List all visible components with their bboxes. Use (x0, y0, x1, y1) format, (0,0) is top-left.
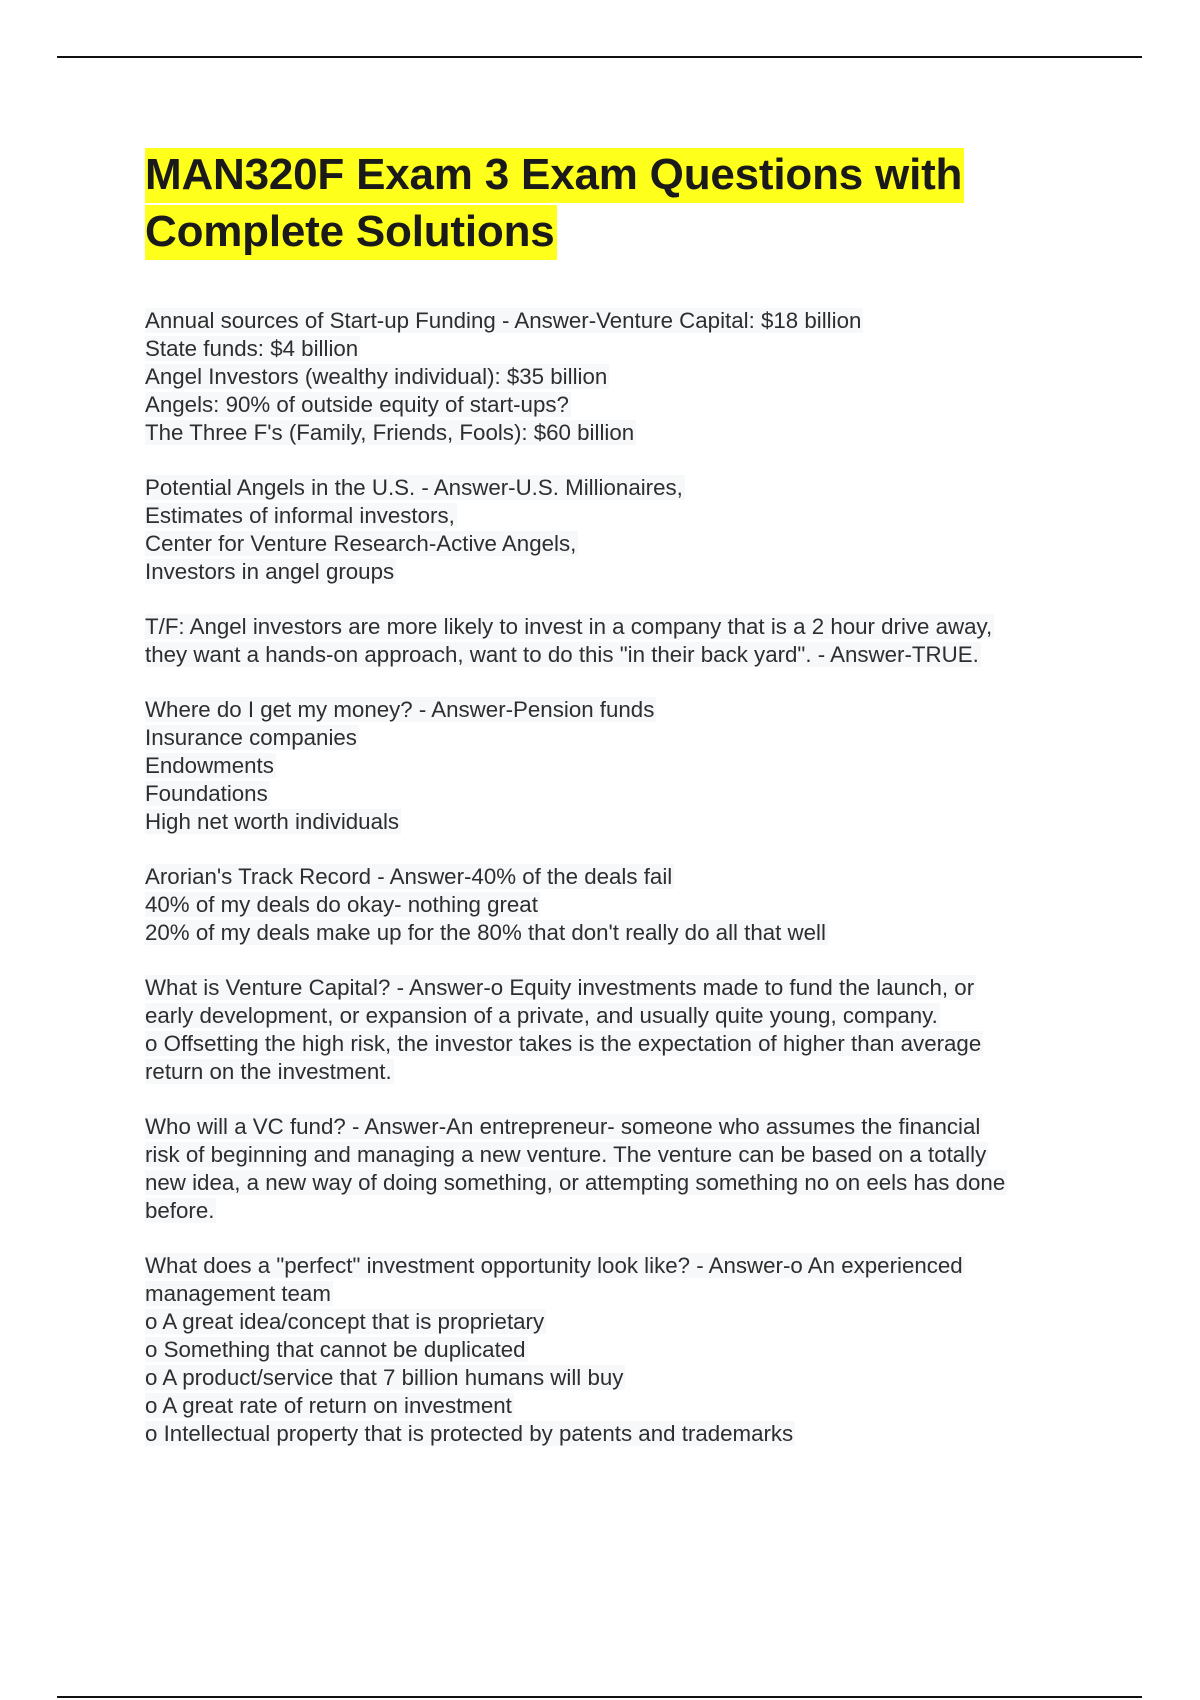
qa-line-text: risk of beginning and managing a new venture. The venture can be based on a totally (145, 1142, 987, 1167)
qa-line-text: o Something that cannot be duplicated (145, 1337, 526, 1362)
document-title (145, 146, 1085, 260)
qa-line (145, 307, 1085, 335)
qa-line-text: Estimates of informal investors, (145, 503, 455, 528)
qa-line (145, 724, 1085, 752)
qa-block (145, 613, 1085, 669)
qa-line (145, 1030, 1085, 1058)
qa-list (145, 307, 1085, 1448)
qa-line-text: o Intellectual property that is protected by patents and trademarks (145, 1421, 794, 1446)
qa-line-text: The Three F's (Family, Friends, Fools): $60 billion (145, 420, 635, 445)
bottom-rule (57, 1696, 1142, 1698)
qa-line (145, 696, 1085, 724)
qa-line (145, 1197, 1085, 1225)
qa-line-text: State funds: $4 billion (145, 336, 359, 361)
qa-line-text: Angel Investors (wealthy individual): $35 billion (145, 364, 608, 389)
qa-line-text: Endowments (145, 753, 274, 778)
document-body (145, 146, 1085, 1475)
qa-line (145, 1364, 1085, 1392)
qa-line (145, 613, 1085, 641)
qa-block (145, 696, 1085, 836)
qa-block (145, 1113, 1085, 1225)
qa-line (145, 752, 1085, 780)
qa-line-text: they want a hands-on approach, want to do this "in their back yard". - Answer-TRUE. (145, 642, 979, 667)
qa-line-text: Center for Venture Research-Active Angels, (145, 531, 577, 556)
qa-line (145, 1392, 1085, 1420)
qa-line (145, 1113, 1085, 1141)
qa-line (145, 863, 1085, 891)
qa-line-text: Where do I get my money? - Answer-Pension funds (145, 697, 655, 722)
qa-line-text: o A great rate of return on investment (145, 1393, 512, 1418)
qa-line-text: Arorian's Track Record - Answer-40% of the deals fail (145, 864, 673, 889)
qa-line (145, 1336, 1085, 1364)
qa-line-text: before. (145, 1198, 215, 1223)
qa-line-text: T/F: Angel investors are more likely to invest in a company that is a 2 hour drive away, (145, 614, 993, 639)
qa-line (145, 641, 1085, 669)
qa-line-text: Foundations (145, 781, 268, 806)
qa-line-text: What is Venture Capital? - Answer-o Equity investments made to fund the launch, or (145, 975, 975, 1000)
qa-line (145, 391, 1085, 419)
qa-line-text: Angels: 90% of outside equity of start-ups? (145, 392, 569, 417)
qa-line-text: 20% of my deals make up for the 80% that don't really do all that well (145, 920, 826, 945)
qa-block (145, 974, 1085, 1086)
qa-line (145, 1280, 1085, 1308)
qa-line (145, 1420, 1085, 1448)
qa-line-text: o A great idea/concept that is proprietary (145, 1309, 545, 1334)
qa-line-text: Investors in angel groups (145, 559, 395, 584)
qa-line-text: new idea, a new way of doing something, or attempting something no on eels has done (145, 1170, 1006, 1195)
qa-line-text: Potential Angels in the U.S. - Answer-U.S. Millionaires, (145, 475, 683, 500)
qa-line (145, 891, 1085, 919)
qa-line (145, 558, 1085, 586)
qa-line-text: return on the investment. (145, 1059, 392, 1084)
title-line-1: MAN320F Exam 3 Exam Questions with (145, 150, 963, 199)
qa-line (145, 474, 1085, 502)
qa-line (145, 419, 1085, 447)
qa-line (145, 974, 1085, 1002)
qa-line (145, 363, 1085, 391)
qa-line (145, 808, 1085, 836)
qa-line (145, 1252, 1085, 1280)
qa-line-text: Annual sources of Start-up Funding - Answer-Venture Capital: $18 billion (145, 308, 862, 333)
qa-block (145, 1252, 1085, 1448)
qa-block (145, 307, 1085, 447)
qa-line (145, 1002, 1085, 1030)
title-line-2: Complete Solutions (145, 207, 555, 256)
qa-line-text: management team (145, 1281, 331, 1306)
qa-line-text: o A product/service that 7 billion humans will buy (145, 1365, 624, 1390)
qa-line (145, 530, 1085, 558)
qa-block (145, 863, 1085, 947)
qa-line (145, 1169, 1085, 1197)
qa-line (145, 1308, 1085, 1336)
qa-line-text: early development, or expansion of a private, and usually quite young, company. (145, 1003, 938, 1028)
qa-line-text: o Offsetting the high risk, the investor takes is the expectation of higher than average (145, 1031, 982, 1056)
top-rule (57, 56, 1142, 58)
qa-line (145, 780, 1085, 808)
qa-block (145, 474, 1085, 586)
title-highlight (145, 148, 964, 260)
qa-line (145, 502, 1085, 530)
qa-line-text: Insurance companies (145, 725, 357, 750)
qa-line-text: What does a "perfect" investment opportunity look like? - Answer-o An experienced (145, 1253, 963, 1278)
qa-line-text: High net worth individuals (145, 809, 400, 834)
qa-line (145, 919, 1085, 947)
qa-line (145, 335, 1085, 363)
qa-line (145, 1141, 1085, 1169)
qa-line-text: 40% of my deals do okay- nothing great (145, 892, 538, 917)
qa-line (145, 1058, 1085, 1086)
qa-line-text: Who will a VC fund? - Answer-An entrepreneur- someone who assumes the financial (145, 1114, 981, 1139)
